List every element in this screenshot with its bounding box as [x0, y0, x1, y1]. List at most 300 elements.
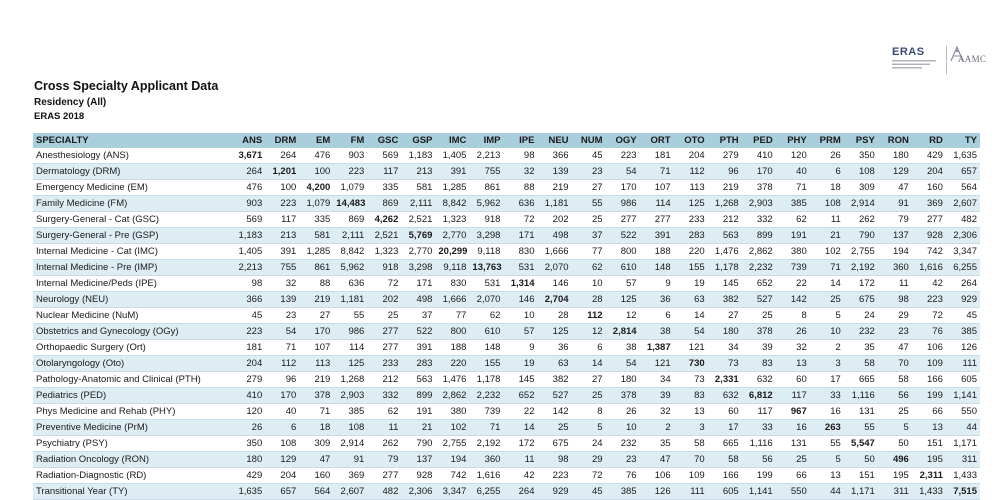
column-header-neu: NEU: [537, 133, 571, 148]
value-cell: 652: [503, 388, 537, 404]
value-cell: 967: [776, 404, 810, 420]
value-cell: 410: [742, 148, 776, 164]
value-cell: 335: [299, 212, 333, 228]
value-cell: 277: [367, 324, 401, 340]
value-cell: 73: [708, 356, 742, 372]
value-cell: 38: [606, 340, 640, 356]
value-cell: 27: [572, 180, 606, 196]
value-cell: 1,476: [435, 372, 469, 388]
value-cell: 531: [469, 276, 503, 292]
value-cell: 160: [912, 180, 946, 196]
value-cell: 54: [606, 164, 640, 180]
value-cell: 40: [776, 164, 810, 180]
value-cell: 102: [435, 420, 469, 436]
table-row: [33, 292, 980, 308]
value-cell: 212: [708, 212, 742, 228]
specialty-name-cell: Pathology-Anatomic and Clinical (PTH): [33, 372, 231, 388]
value-cell: 277: [640, 212, 674, 228]
value-cell: 563: [708, 228, 742, 244]
value-cell: 223: [537, 468, 571, 484]
value-cell: 2,914: [333, 436, 367, 452]
value-cell: 2,862: [435, 388, 469, 404]
value-cell: 263: [810, 420, 844, 436]
value-cell: 2,704: [537, 292, 571, 308]
table-row: [33, 436, 980, 452]
value-cell: 66: [912, 404, 946, 420]
value-cell: 172: [844, 276, 878, 292]
value-cell: 62: [572, 260, 606, 276]
value-cell: 1,323: [435, 212, 469, 228]
value-cell: 10: [606, 420, 640, 436]
value-cell: 8: [572, 404, 606, 420]
value-cell: 742: [912, 244, 946, 260]
table-row: [33, 180, 980, 196]
value-cell: 107: [640, 180, 674, 196]
value-cell: 98: [878, 292, 912, 308]
value-cell: 32: [265, 276, 299, 292]
value-cell: 219: [708, 180, 742, 196]
value-cell: 23: [606, 452, 640, 468]
value-cell: 17: [708, 420, 742, 436]
value-cell: 800: [606, 244, 640, 260]
value-cell: 14: [810, 276, 844, 292]
value-cell: 21: [810, 228, 844, 244]
table-row: [33, 324, 980, 340]
value-cell: 8,842: [435, 196, 469, 212]
value-cell: 632: [708, 388, 742, 404]
value-cell: 71: [810, 260, 844, 276]
value-cell: 742: [435, 468, 469, 484]
value-cell: 636: [503, 196, 537, 212]
value-cell: 42: [503, 468, 537, 484]
value-cell: 72: [367, 276, 401, 292]
value-cell: 12: [606, 308, 640, 324]
value-cell: 581: [299, 228, 333, 244]
value-cell: 2,331: [708, 372, 742, 388]
value-cell: 1,405: [435, 148, 469, 164]
value-cell: 360: [878, 260, 912, 276]
value-cell: 113: [674, 180, 708, 196]
value-cell: 137: [878, 228, 912, 244]
value-cell: 1,171: [844, 484, 878, 500]
value-cell: 498: [537, 228, 571, 244]
value-cell: 6,255: [469, 484, 503, 500]
value-cell: 91: [878, 196, 912, 212]
value-cell: 106: [912, 340, 946, 356]
value-cell: 391: [435, 164, 469, 180]
value-cell: 191: [401, 404, 435, 420]
value-cell: 366: [537, 148, 571, 164]
value-cell: 496: [878, 452, 912, 468]
table-row: [33, 388, 980, 404]
value-cell: 139: [537, 164, 571, 180]
value-cell: 531: [503, 260, 537, 276]
value-cell: 332: [367, 388, 401, 404]
table-row: [33, 164, 980, 180]
specialty-name-cell: Anesthesiology (ANS): [33, 148, 231, 164]
column-header-ron: RON: [878, 133, 912, 148]
value-cell: 657: [946, 164, 980, 180]
value-cell: 26: [776, 324, 810, 340]
value-cell: 151: [912, 436, 946, 452]
value-cell: 129: [878, 164, 912, 180]
value-cell: 4,200: [299, 180, 333, 196]
table-row: [33, 308, 980, 324]
value-cell: 6: [265, 420, 299, 436]
specialty-name-cell: Obstetrics and Gynecology (OGy): [33, 324, 231, 340]
value-cell: 3,347: [946, 244, 980, 260]
column-header-ipe: IPE: [503, 133, 537, 148]
value-cell: 25: [572, 388, 606, 404]
value-cell: 60: [776, 372, 810, 388]
value-cell: 1,141: [742, 484, 776, 500]
value-cell: 1,178: [708, 260, 742, 276]
value-cell: 2,111: [333, 228, 367, 244]
value-cell: 77: [572, 244, 606, 260]
value-cell: 4,262: [367, 212, 401, 228]
value-cell: 2,770: [401, 244, 435, 260]
value-cell: 16: [810, 404, 844, 420]
aamc-logo-text: AAMC: [958, 54, 987, 64]
value-cell: 2,311: [912, 468, 946, 484]
value-cell: 88: [503, 180, 537, 196]
specialty-name-cell: Phys Medicine and Rehab (PHY): [33, 404, 231, 420]
value-cell: 117: [742, 404, 776, 420]
value-cell: 632: [742, 372, 776, 388]
value-cell: 47: [299, 452, 333, 468]
value-cell: 47: [878, 340, 912, 356]
value-cell: 8,842: [333, 244, 367, 260]
column-header-gsp: GSP: [401, 133, 435, 148]
cross-specialty-table: [33, 133, 980, 500]
value-cell: 2,755: [844, 244, 878, 260]
value-cell: 107: [299, 340, 333, 356]
value-cell: 2,070: [469, 292, 503, 308]
value-cell: 262: [367, 436, 401, 452]
value-cell: 155: [469, 356, 503, 372]
value-cell: 47: [878, 180, 912, 196]
value-cell: 1,183: [401, 148, 435, 164]
value-cell: 605: [708, 484, 742, 500]
value-cell: 279: [708, 148, 742, 164]
value-cell: 19: [503, 356, 537, 372]
value-cell: 309: [844, 180, 878, 196]
specialty-name-cell: Internal Medicine/Peds (IPE): [33, 276, 231, 292]
value-cell: 2,111: [401, 196, 435, 212]
value-cell: 29: [878, 308, 912, 324]
column-header-imp: IMP: [469, 133, 503, 148]
value-cell: 382: [537, 372, 571, 388]
value-cell: 232: [844, 324, 878, 340]
table-row: [33, 356, 980, 372]
value-cell: 550: [946, 404, 980, 420]
value-cell: 142: [537, 404, 571, 420]
value-cell: 918: [367, 260, 401, 276]
value-cell: 1,141: [946, 388, 980, 404]
value-cell: 522: [401, 324, 435, 340]
value-cell: 1,387: [640, 340, 674, 356]
value-cell: 109: [674, 468, 708, 484]
value-cell: 125: [674, 196, 708, 212]
column-header-num: NUM: [572, 133, 606, 148]
column-header-psy: PSY: [844, 133, 878, 148]
value-cell: 360: [469, 452, 503, 468]
value-cell: 1,635: [946, 148, 980, 164]
value-cell: 22: [503, 404, 537, 420]
value-cell: 790: [844, 228, 878, 244]
value-cell: 195: [912, 452, 946, 468]
value-cell: 56: [742, 452, 776, 468]
value-cell: 50: [844, 452, 878, 468]
value-cell: 199: [742, 468, 776, 484]
value-cell: 2,232: [742, 260, 776, 276]
value-cell: 1,433: [912, 484, 946, 500]
value-cell: 2,213: [231, 260, 265, 276]
value-cell: 385: [946, 324, 980, 340]
value-cell: 380: [435, 404, 469, 420]
value-cell: 1,171: [946, 436, 980, 452]
value-cell: 166: [708, 468, 742, 484]
value-cell: 220: [435, 356, 469, 372]
value-cell: 76: [606, 468, 640, 484]
value-cell: 277: [606, 212, 640, 228]
value-cell: 126: [640, 484, 674, 500]
value-cell: 527: [537, 388, 571, 404]
value-cell: 114: [333, 340, 367, 356]
value-cell: 14,483: [333, 196, 367, 212]
value-cell: 18: [299, 420, 333, 436]
value-cell: 88: [299, 276, 333, 292]
table-row: [33, 228, 980, 244]
value-cell: 131: [844, 404, 878, 420]
value-cell: 219: [537, 180, 571, 196]
report-title: Cross Specialty Applicant Data: [34, 79, 219, 93]
value-cell: 6,812: [742, 388, 776, 404]
value-cell: 3,298: [469, 228, 503, 244]
value-cell: 277: [367, 468, 401, 484]
value-cell: 54: [606, 356, 640, 372]
value-cell: 79: [367, 452, 401, 468]
value-cell: 55: [844, 420, 878, 436]
value-cell: 32: [776, 340, 810, 356]
value-cell: 57: [606, 276, 640, 292]
value-cell: 391: [401, 340, 435, 356]
value-cell: 429: [231, 468, 265, 484]
value-cell: 111: [946, 356, 980, 372]
value-cell: 220: [674, 244, 708, 260]
value-cell: 170: [265, 388, 299, 404]
value-cell: 1,181: [333, 292, 367, 308]
value-cell: 34: [640, 372, 674, 388]
value-cell: 125: [333, 356, 367, 372]
column-header-ty: TY: [946, 133, 980, 148]
value-cell: 1,405: [231, 244, 265, 260]
report-year: ERAS 2018: [34, 111, 85, 122]
value-cell: 903: [333, 148, 367, 164]
value-cell: 1,079: [299, 196, 333, 212]
value-cell: 27: [299, 308, 333, 324]
value-cell: 861: [299, 260, 333, 276]
value-cell: 26: [606, 404, 640, 420]
value-cell: 476: [299, 148, 333, 164]
value-cell: 9,118: [435, 260, 469, 276]
table-header-row: [33, 133, 980, 148]
value-cell: 277: [912, 212, 946, 228]
value-cell: 28: [572, 292, 606, 308]
value-cell: 180: [606, 372, 640, 388]
value-cell: 23: [878, 324, 912, 340]
specialty-name-cell: Surgery-General - Cat (GSC): [33, 212, 231, 228]
value-cell: 72: [503, 212, 537, 228]
value-cell: 181: [640, 148, 674, 164]
value-cell: 264: [265, 148, 299, 164]
value-cell: 13: [810, 468, 844, 484]
value-cell: 108: [265, 436, 299, 452]
value-cell: 171: [401, 276, 435, 292]
value-cell: 11: [810, 212, 844, 228]
value-cell: 350: [231, 436, 265, 452]
value-cell: 391: [640, 228, 674, 244]
value-cell: 918: [469, 212, 503, 228]
value-cell: 25: [367, 308, 401, 324]
value-cell: 63: [537, 356, 571, 372]
value-cell: 380: [776, 244, 810, 260]
value-cell: 96: [708, 164, 742, 180]
value-cell: 37: [572, 228, 606, 244]
value-cell: 23: [265, 308, 299, 324]
value-cell: 72: [912, 308, 946, 324]
value-cell: 70: [878, 356, 912, 372]
column-header-prm: PRM: [810, 133, 844, 148]
value-cell: 28: [537, 308, 571, 324]
value-cell: 199: [912, 388, 946, 404]
value-cell: 72: [572, 468, 606, 484]
value-cell: 3: [674, 420, 708, 436]
value-cell: 195: [878, 468, 912, 484]
value-cell: 1,285: [435, 180, 469, 196]
value-cell: 54: [265, 324, 299, 340]
value-cell: 366: [231, 292, 265, 308]
value-cell: 6: [810, 164, 844, 180]
value-cell: 3,347: [435, 484, 469, 500]
value-cell: 204: [912, 164, 946, 180]
value-cell: 665: [844, 372, 878, 388]
value-cell: 36: [640, 292, 674, 308]
value-cell: 148: [469, 340, 503, 356]
value-cell: 188: [435, 340, 469, 356]
value-cell: 23: [572, 164, 606, 180]
value-cell: 928: [401, 468, 435, 484]
value-cell: 2,755: [435, 436, 469, 452]
specialty-name-cell: Internal Medicine - Pre (IMP): [33, 260, 231, 276]
value-cell: 2,306: [401, 484, 435, 500]
value-cell: 2,914: [844, 196, 878, 212]
value-cell: 91: [333, 452, 367, 468]
value-cell: 145: [708, 276, 742, 292]
value-cell: 9: [503, 340, 537, 356]
value-cell: 42: [912, 276, 946, 292]
value-cell: 986: [606, 196, 640, 212]
specialty-name-cell: Transitional Year (TY): [33, 484, 231, 500]
value-cell: 171: [503, 228, 537, 244]
value-cell: 33: [742, 420, 776, 436]
value-cell: 279: [231, 372, 265, 388]
value-cell: 986: [333, 324, 367, 340]
value-cell: 10: [810, 324, 844, 340]
value-cell: 2,862: [742, 244, 776, 260]
value-cell: 309: [299, 436, 333, 452]
column-header-gsc: GSC: [367, 133, 401, 148]
value-cell: 32: [503, 164, 537, 180]
value-cell: 2,213: [469, 148, 503, 164]
eras-subtitle-mark: [892, 59, 944, 69]
value-cell: 24: [844, 308, 878, 324]
value-cell: 50: [878, 436, 912, 452]
value-cell: 25: [776, 452, 810, 468]
value-cell: 71: [640, 164, 674, 180]
value-cell: 800: [435, 324, 469, 340]
value-cell: 213: [401, 164, 435, 180]
value-cell: 3: [810, 356, 844, 372]
value-cell: 369: [912, 196, 946, 212]
table-row: [33, 212, 980, 228]
specialty-name-cell: Otolaryngology (Oto): [33, 356, 231, 372]
value-cell: 71: [299, 404, 333, 420]
value-cell: 385: [606, 484, 640, 500]
value-cell: 44: [810, 484, 844, 500]
value-cell: 12: [572, 324, 606, 340]
value-cell: 55: [810, 436, 844, 452]
value-cell: 106: [640, 468, 674, 484]
value-cell: 636: [333, 276, 367, 292]
value-cell: 1,178: [469, 372, 503, 388]
value-cell: 170: [742, 164, 776, 180]
value-cell: 929: [946, 292, 980, 308]
value-cell: 202: [537, 212, 571, 228]
value-cell: 117: [776, 388, 810, 404]
value-cell: 1,116: [742, 436, 776, 452]
value-cell: 120: [231, 404, 265, 420]
value-cell: 160: [299, 468, 333, 484]
report-subtitle: Residency (All): [34, 97, 107, 108]
table-row: [33, 148, 980, 164]
value-cell: 114: [640, 196, 674, 212]
specialty-name-cell: Radiation-Diagnostic (RD): [33, 468, 231, 484]
value-cell: 232: [606, 436, 640, 452]
value-cell: 55: [572, 196, 606, 212]
value-cell: 25: [572, 212, 606, 228]
value-cell: 1,285: [299, 244, 333, 260]
value-cell: 26: [810, 148, 844, 164]
value-cell: 17: [810, 372, 844, 388]
value-cell: 25: [742, 308, 776, 324]
value-cell: 98: [537, 452, 571, 468]
eras-aamc-logo: [888, 40, 988, 80]
table-row: [33, 420, 980, 436]
value-cell: 180: [231, 452, 265, 468]
value-cell: 58: [878, 372, 912, 388]
value-cell: 730: [674, 356, 708, 372]
value-cell: 675: [537, 436, 571, 452]
value-cell: 191: [776, 228, 810, 244]
value-cell: 2,070: [537, 260, 571, 276]
value-cell: 45: [572, 484, 606, 500]
value-cell: 385: [776, 196, 810, 212]
value-cell: 131: [776, 436, 810, 452]
value-cell: 1,666: [537, 244, 571, 260]
eras-logo-text: ERAS: [892, 46, 925, 58]
value-cell: 47: [640, 452, 674, 468]
